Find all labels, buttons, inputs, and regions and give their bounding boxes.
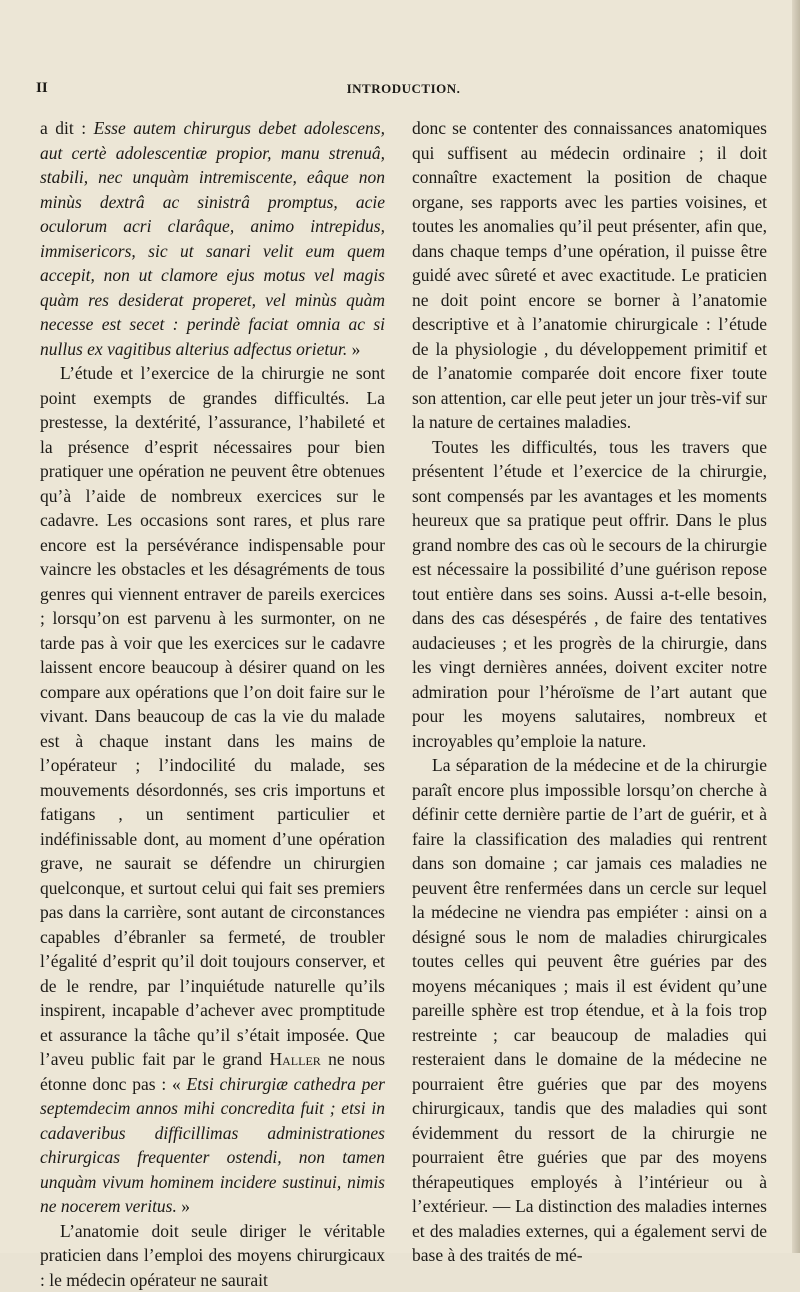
paragraph (40, 116, 385, 361)
paragraph: Toutes les difficultés, tous les travers que présentent l’étude et l’exercice de la chirurgie, sont compensés par les avantages et les moments heureux que sa pratique peut offrir. Dans le plus grand nombre des cas où le secours de la chirurgie est nécessaire la possibilité d’une guérison repose tout entière dans ses soins. Aussi a-t-elle besoin, dans des cas désespérés , de faire des tentatives audacieuses ; et les progrès de la chirurgie, dans les vingt dernières années, doivent exciter notre admiration pour l’héroïsme de l’art autant que pour les moyens salutaires, nombreux et incroyables qu’emploie la nature. (412, 435, 767, 754)
paragraph-text: L’étude et l’exercice de la chirurgie ne sont point exempts de grandes difficultés. La prestesse, la dextérité, l’assurance, l’habileté et la présence d’esprit nécessaires pour bien pratiquer une opération ne peuvent être obtenues qu’à l’aide de nombreux exercices sur le cadavre. Les occasions sont rares, et plus rare encore est la persévérance indispensable pour vaincre les obstacles et les désagréments de tous genres qui viennent entraver de pareils exercices ; lorsqu’on est parvenu à les surmonter, on ne tarde pas à voir que les exercices sur le cadavre laissent encore beaucoup à désirer quand on les compare aux opérations que l’on doit faire sur le vivant. Dans beaucoup de cas la vie du malade est à chaque instant dans les mains de l’opérateur ; l’indocilité du malade, ses mouvements désordonnés, ses cris importuns et fatigans , un sentiment particulier et indéfinissable dont, au moment d’une opération grave, ne saurait se défendre un chirurgien quelconque, et surtout celui qui fait ses premiers pas dans la carrière, sont autant de circonstances capables d’ébranler sa fermeté, de troubler l’égalité d’esprit qu’il doit toujours conserver, et de le rendre, par l’inquiétude naturelle qu’ils inspirent, incapable d’achever avec promptitude et assurance la tâche qu’il s’était imposée. Que l’aveu public fait par le grand (40, 363, 385, 1069)
paragraph: donc se contenter des connaissances anatomiques qui suffisent au médecin ordinaire ; il doit connaître exactement la position de chaque organe, ses rapports avec les parties voisines, et toutes les anomalies qu’il peut présenter, afin que, dans chaque temps d’une opération, il puisse être guidé avec sûreté et avec exactitude. Le praticien ne doit point encore se borner à l’anatomie descriptive et à l’anatomie chirurgicale : l’étude de la physiologie , du développement primitif et de l’anatomie comparée doit encore fixer toute son attention, car elle peut jeter un jour très-vif sur la nature de certaines maladies. (412, 116, 767, 435)
right-column (412, 116, 767, 1268)
page-number: II (36, 80, 48, 97)
paragraph (40, 361, 385, 1219)
page-edge-shadow (792, 0, 800, 1253)
left-column (40, 116, 385, 1292)
running-title: INTRODUCTION. (36, 81, 771, 97)
quote-close: » (177, 1196, 190, 1216)
latin-quotation: Etsi chirurgiæ cathedra per septemdecim annos mihi concredita fuit ; etsi in cadaveribus difficillimas administrationes chirurgicas frequenter ostendi, non tamen unquàm vivum hominem incidere sustinui, nimis ne nocerem veritus. (40, 1074, 385, 1217)
paragraph-text: ne nous étonne donc pas : « (40, 1049, 385, 1094)
paragraph: La séparation de la médecine et de la chirurgie paraît encore plus impossible lorsqu’on cherche à définir cette dernière partie de l’art de guérir, et à faire la classification des maladies qui rentrent dans son domaine ; car jamais ces maladies ne peuvent être renfermées dans un cercle sur lequel la médecine ne viendra pas empiéter : ainsi on a désigné sous le nom de maladies chirurgicales toutes celles qui peuvent être guéries par des moyens mécaniques ; mais il est évident qu’une pareille sphère est trop étendue, et à la fois trop restreinte ; car beaucoup de maladies qui resteraient dans le domaine de la médecine ne pourraient être guéries que par des moyens chirurgicaux, tandis que des maladies qui sont évidemment du ressort de la chirurgie ne pourraient être guéries que par des moyens thérapeutiques employés à l’intérieur ou à l’extérieur. — La distinction des maladies internes et des maladies externes, qui a également servi de base à des traités de mé- (412, 753, 767, 1268)
page-header (36, 80, 771, 104)
quote-close: » (347, 339, 360, 359)
paragraph: L’anatomie doit seule diriger le véritable praticien dans l’emploi des moyens chirurgicaux : le médecin opérateur ne saurait (40, 1219, 385, 1292)
latin-quotation: Esse autem chirurgus debet adolescens, aut certè adolescentiæ propior, manu strenuâ, stabili, nec unquàm intremiscente, eâque non minùs dextrâ ac sinistrâ promptus, acie oculorum acri clarâque, animo intrepidus, immisericors, sic ut sanari velit eum quem accepit, non ut clamore ejus motus vel magis quàm res desiderat properet, vel minùs quàm necesse est secet : perindè faciat omnia ac si nullus ex vagitibus alterius adfectus orietur. (40, 118, 385, 359)
paragraph-lead: a dit : (40, 118, 94, 138)
author-name: Haller (269, 1049, 320, 1069)
